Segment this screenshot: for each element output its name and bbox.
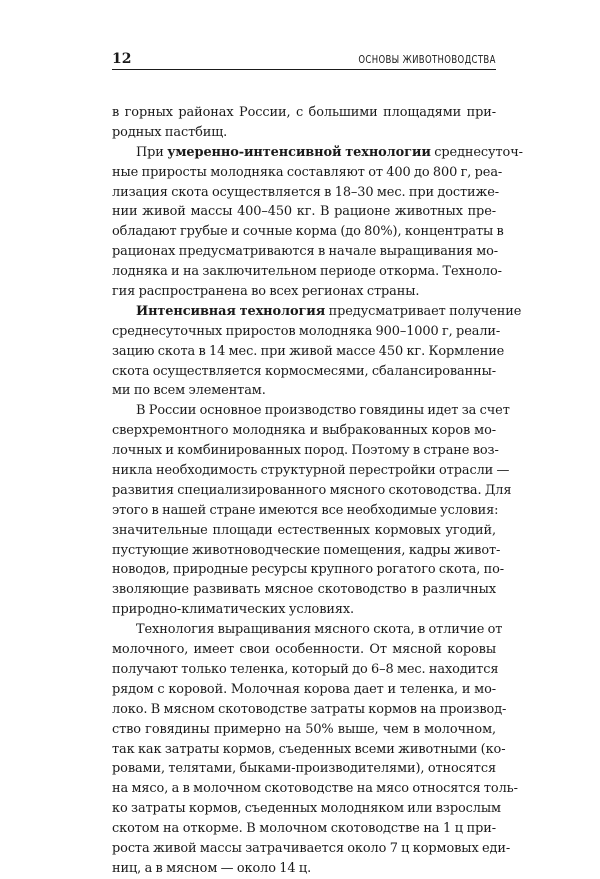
page-header: [112, 48, 496, 70]
text-line: лочных и комбинированных пород. Поэтому в стране воз-: [112, 443, 499, 459]
text-line: ство говядины примерно на 50% выше, чем в молочном,: [112, 721, 496, 737]
text-line: рационах предусматриваются в начале выращивания мо-: [112, 244, 499, 260]
text-line: лодняка и на заключительном периоде откорма. Техноло-: [112, 264, 502, 280]
paragraph: [112, 143, 523, 302]
text-line: Технология выращивания мясного скота, в отличие от: [136, 622, 503, 638]
paragraph: [112, 620, 518, 879]
text-line: нии живой массы 400–450 кг. В рационе животных пре-: [112, 204, 496, 220]
text-line: рядом с коровой. Молочная корова дает и теленка, и мо-: [112, 681, 496, 697]
bold-term: умеренно-интенсивной технологии: [167, 144, 431, 160]
text-line: получают только теленка, который до 6–8 мес. находится: [112, 661, 499, 677]
book-page: [112, 48, 523, 879]
text-line: природно-климатических условиях.: [112, 602, 355, 618]
text-line: [112, 302, 522, 322]
text-line: на мясо, а в молочном скотоводстве на мясо относятся толь-: [112, 781, 518, 797]
text-line: скота осуществляется кормосмесями, сбалансированны-: [112, 363, 496, 379]
text-line: пустующие животноводческие помещения, кадры живот-: [112, 542, 501, 558]
text-line: [112, 143, 523, 163]
paragraph: [112, 103, 496, 143]
text-fragment: среднесуточ-: [434, 144, 523, 160]
text-line: ровами, телятами, быками-производителями), относятся: [112, 761, 496, 777]
text-line: новодов, природные ресурсы крупного рогатого скота, по-: [112, 562, 505, 578]
text-line: скотом на откорме. В молочном скотоводстве на 1 ц при-: [112, 821, 496, 837]
text-line: ко затраты кормов, съеденных молодняком или взрослым: [112, 801, 501, 817]
bold-term: Интенсивная технология: [136, 303, 326, 319]
text-line: так как затраты кормов, съеденных всеми животными (ко-: [112, 741, 506, 757]
text-line: зволяющие развивать мясное скотоводство в различных: [112, 582, 496, 598]
text-line: среднесуточных приростов молодняка 900–1000 г, реали-: [112, 323, 501, 339]
page-body: [112, 103, 523, 879]
text-line: этого в нашей стране имеются все необходимые условия:: [112, 502, 499, 518]
text-line: обладают грубые и сочные корма (до 80%), концентраты в: [112, 224, 504, 240]
text-line: ми по всем элементам.: [112, 383, 266, 399]
text-line: молочного, имеет свои особенности. От мясной коровы: [112, 642, 496, 658]
running-title: ОСНОВЫ ЖИВОТНОВОДСТВА: [358, 53, 496, 66]
text-line: значительные площади естественных кормовых угодий,: [112, 522, 496, 538]
text-line: ные приросты молодняка составляют от 400 до 800 г, реа-: [112, 164, 503, 180]
paragraph: [112, 302, 522, 401]
text-line: В России основное производство говядины идет за счет: [136, 403, 510, 419]
text-line: роста живой массы затрачивается около 7 ц кормовых еди-: [112, 840, 511, 856]
text-line: ниц, а в мясном — около 14 ц.: [112, 860, 312, 876]
text-fragment: предусматривает получение: [325, 303, 522, 319]
text-line: гия распространена во всех регионах страны.: [112, 284, 420, 300]
text-line: сверхремонтного молодняка и выбракованных коров мо-: [112, 423, 496, 439]
page-number: 12: [112, 51, 132, 67]
text-line: никла необходимость структурной перестройки отрасли —: [112, 463, 510, 479]
text-line: зацию скота в 14 мес. при живой массе 450 кг. Кормление: [112, 343, 505, 359]
text-line: лизация скота осуществляется в 18–30 мес. при достиже-: [112, 184, 500, 200]
text-line: развития специализированного мясного скотоводства. Для: [112, 482, 512, 498]
text-line: локо. В мясном скотоводстве затраты кормов на производ-: [112, 701, 507, 717]
text-line: родных пастбищ.: [112, 124, 228, 140]
text-line: в горных районах России, с большими площадями при-: [112, 105, 496, 120]
text-fragment: При: [136, 144, 168, 160]
paragraph: [112, 401, 512, 620]
